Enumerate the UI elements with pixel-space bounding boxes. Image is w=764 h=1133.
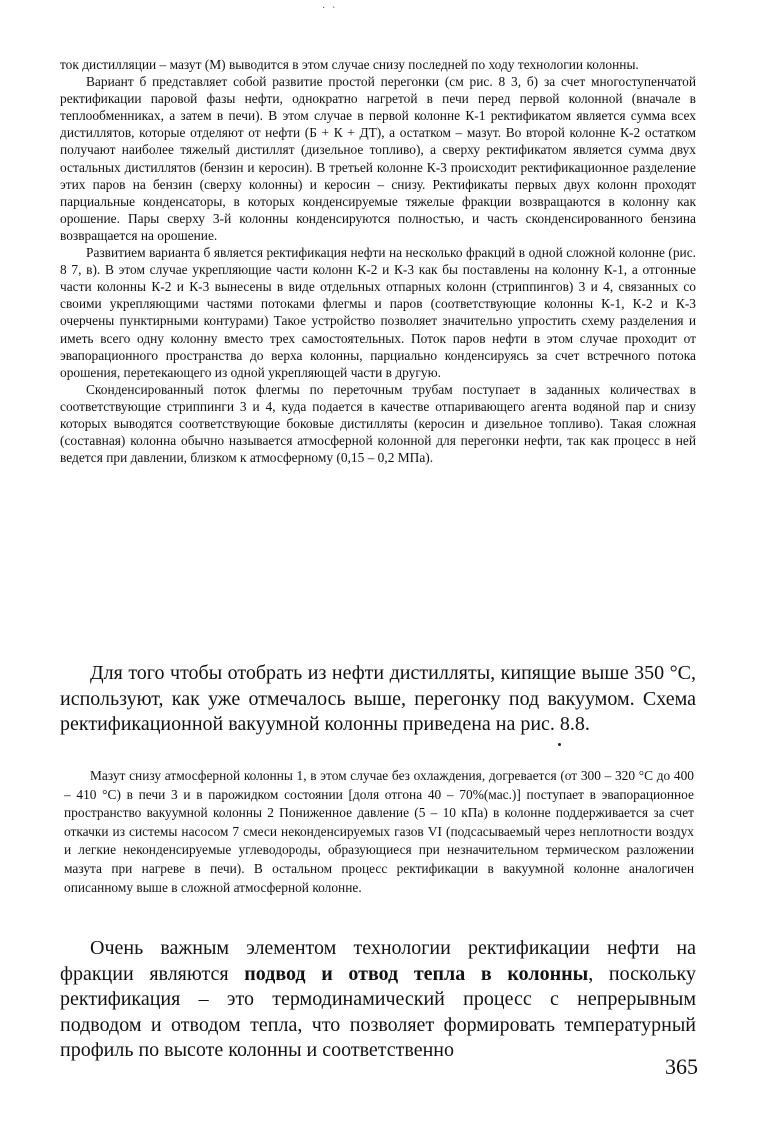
text-block-small-2 bbox=[64, 767, 694, 897]
text-block-large-1 bbox=[60, 661, 696, 738]
paragraph-condensed-flow: Сконденсированный поток флегмы по переточным трубам поступает в заданных количествах в соответствующие стриппинги 3 и 4, куда подается в качестве отпаривающего агента водяной пар и снизу которых выводятся соответствующие боковые дистилляты (керосин и дизельное топливо). Такая сложная (составная) колонна обычно называется атмосферной колонной для перегонки нефти, так как процесс в ней ведется при давлении, близком к атмосферному (0,15 – 0,2 МПа). bbox=[60, 381, 696, 466]
document-page bbox=[60, 0, 696, 1133]
text-block-large-2 bbox=[60, 936, 696, 1064]
scan-marks: ˙ ˋ bbox=[322, 6, 338, 17]
heat-text-before: Очень важным элементом технологии ректификации нефти на фракции являются bbox=[60, 937, 696, 985]
heat-text-bold: подвод и отвод тепла в колонны bbox=[244, 962, 589, 985]
text-block-small-1 bbox=[60, 56, 696, 466]
paragraph-heat bbox=[60, 936, 696, 1064]
scan-dot bbox=[558, 743, 561, 746]
paragraph-variant-b: Вариант б представляет собой развитие простой перегонки (см рис. 8 3, б) за счет многоступенчатой ректификации паровой фазы нефти, однократно нагретой в печи перед первой колонной (вначале в теплообменниках, а затем в печи). В этом случае в первой колонне К-1 ректификатом является сумма всех дистиллятов, которые отделяют от нефти (Б + К + ДТ), а остатком – мазут. Во второй колонне К-2 остатком получают наиболее тяжелый дистиллят (дизельное топливо), а сверху ректификатом является сумма двух остальных дистиллятов (бензин и керосин). В третьей колонне К-3 происходит ректификационное разделение этих паров на бензин (сверху колонны) и керосин – снизу. Ректификаты первых двух колонн проходят парциальные конденсаторы, в которых конденсируемые тяжелые фракции возвращаются в колонну как орошение. Пары сверху 3-й колонны конденсируются полностью, и часть сконденсированного бензина возвращается на орошение. bbox=[60, 74, 696, 243]
heat-text-after: , поскольку ректификация – это термодинамический процесс с непрерывным подводом и отводом тепла, что позволяет формировать температурный профиль по высоте колонны и соответственно bbox=[60, 962, 696, 1061]
paragraph-continuation: ток дистилляции – мазут (М) выводится в этом случае снизу последней по ходу технологии колонны. bbox=[60, 57, 639, 72]
paragraph-complex-column: Развитием варианта б является ректификация нефти на несколько фракций в одной сложной колонне (рис. 8 7, в). В этом случае укрепляющие части колонн К-2 и К-3 как бы поставлены на колонну К-1, а отгонные части колонны К-2 и К-3 вынесены в виде отдельных отпарных колонн (стриппингов) 3 и 4, связанных со своими укрепляющими частями потоками флегмы и паров (соответствующие колонны К-1, К-2 и К-3 очерчены пунктирными контурами) Такое устройство позволяет значительно упростить схему разделения и иметь всего одну колонну вместо трех самостоятельных. Поток паров нефти в этом случае проходит от эвапорационного пространства до верха колонны, парциально конденсируясь за счет встречного потока орошения, перетекающего из одной укрепляющей части в другую. bbox=[60, 245, 696, 380]
paragraph-mazut: Мазут снизу атмосферной колонны 1, в этом случае без охлаждения, догревается (от 300 – 320 °С до 400 – 410 °С) в печи 3 и в парожидком состоянии [доля отгона 40 – 70%(мас.)] поступает в эвапорационное пространство вакуумной колонны 2 Пониженное давление (5 – 10 кПа) в колонне поддерживается за счет откачки из системы насосом 7 смеси неконденсируемых газов VI (подсасываемый через неплотности воздух и легкие неконденсируемые углеводороды, образующиеся при незначительном термическом разложении мазута при нагреве в печи). В остальном процесс ректификации в вакуумной колонне аналогичен описанному выше в сложной атмосферной колонне. bbox=[64, 768, 694, 895]
page-number: 365 bbox=[665, 1054, 698, 1079]
paragraph-vacuum-intro: Для того чтобы отобрать из нефти дистилляты, кипящие выше 350 °С, используют, как уже отмечалось выше, перегонку под вакуумом. Схема ректификационной вакуумной колонны приведена на рис. 8.8. bbox=[60, 662, 696, 735]
